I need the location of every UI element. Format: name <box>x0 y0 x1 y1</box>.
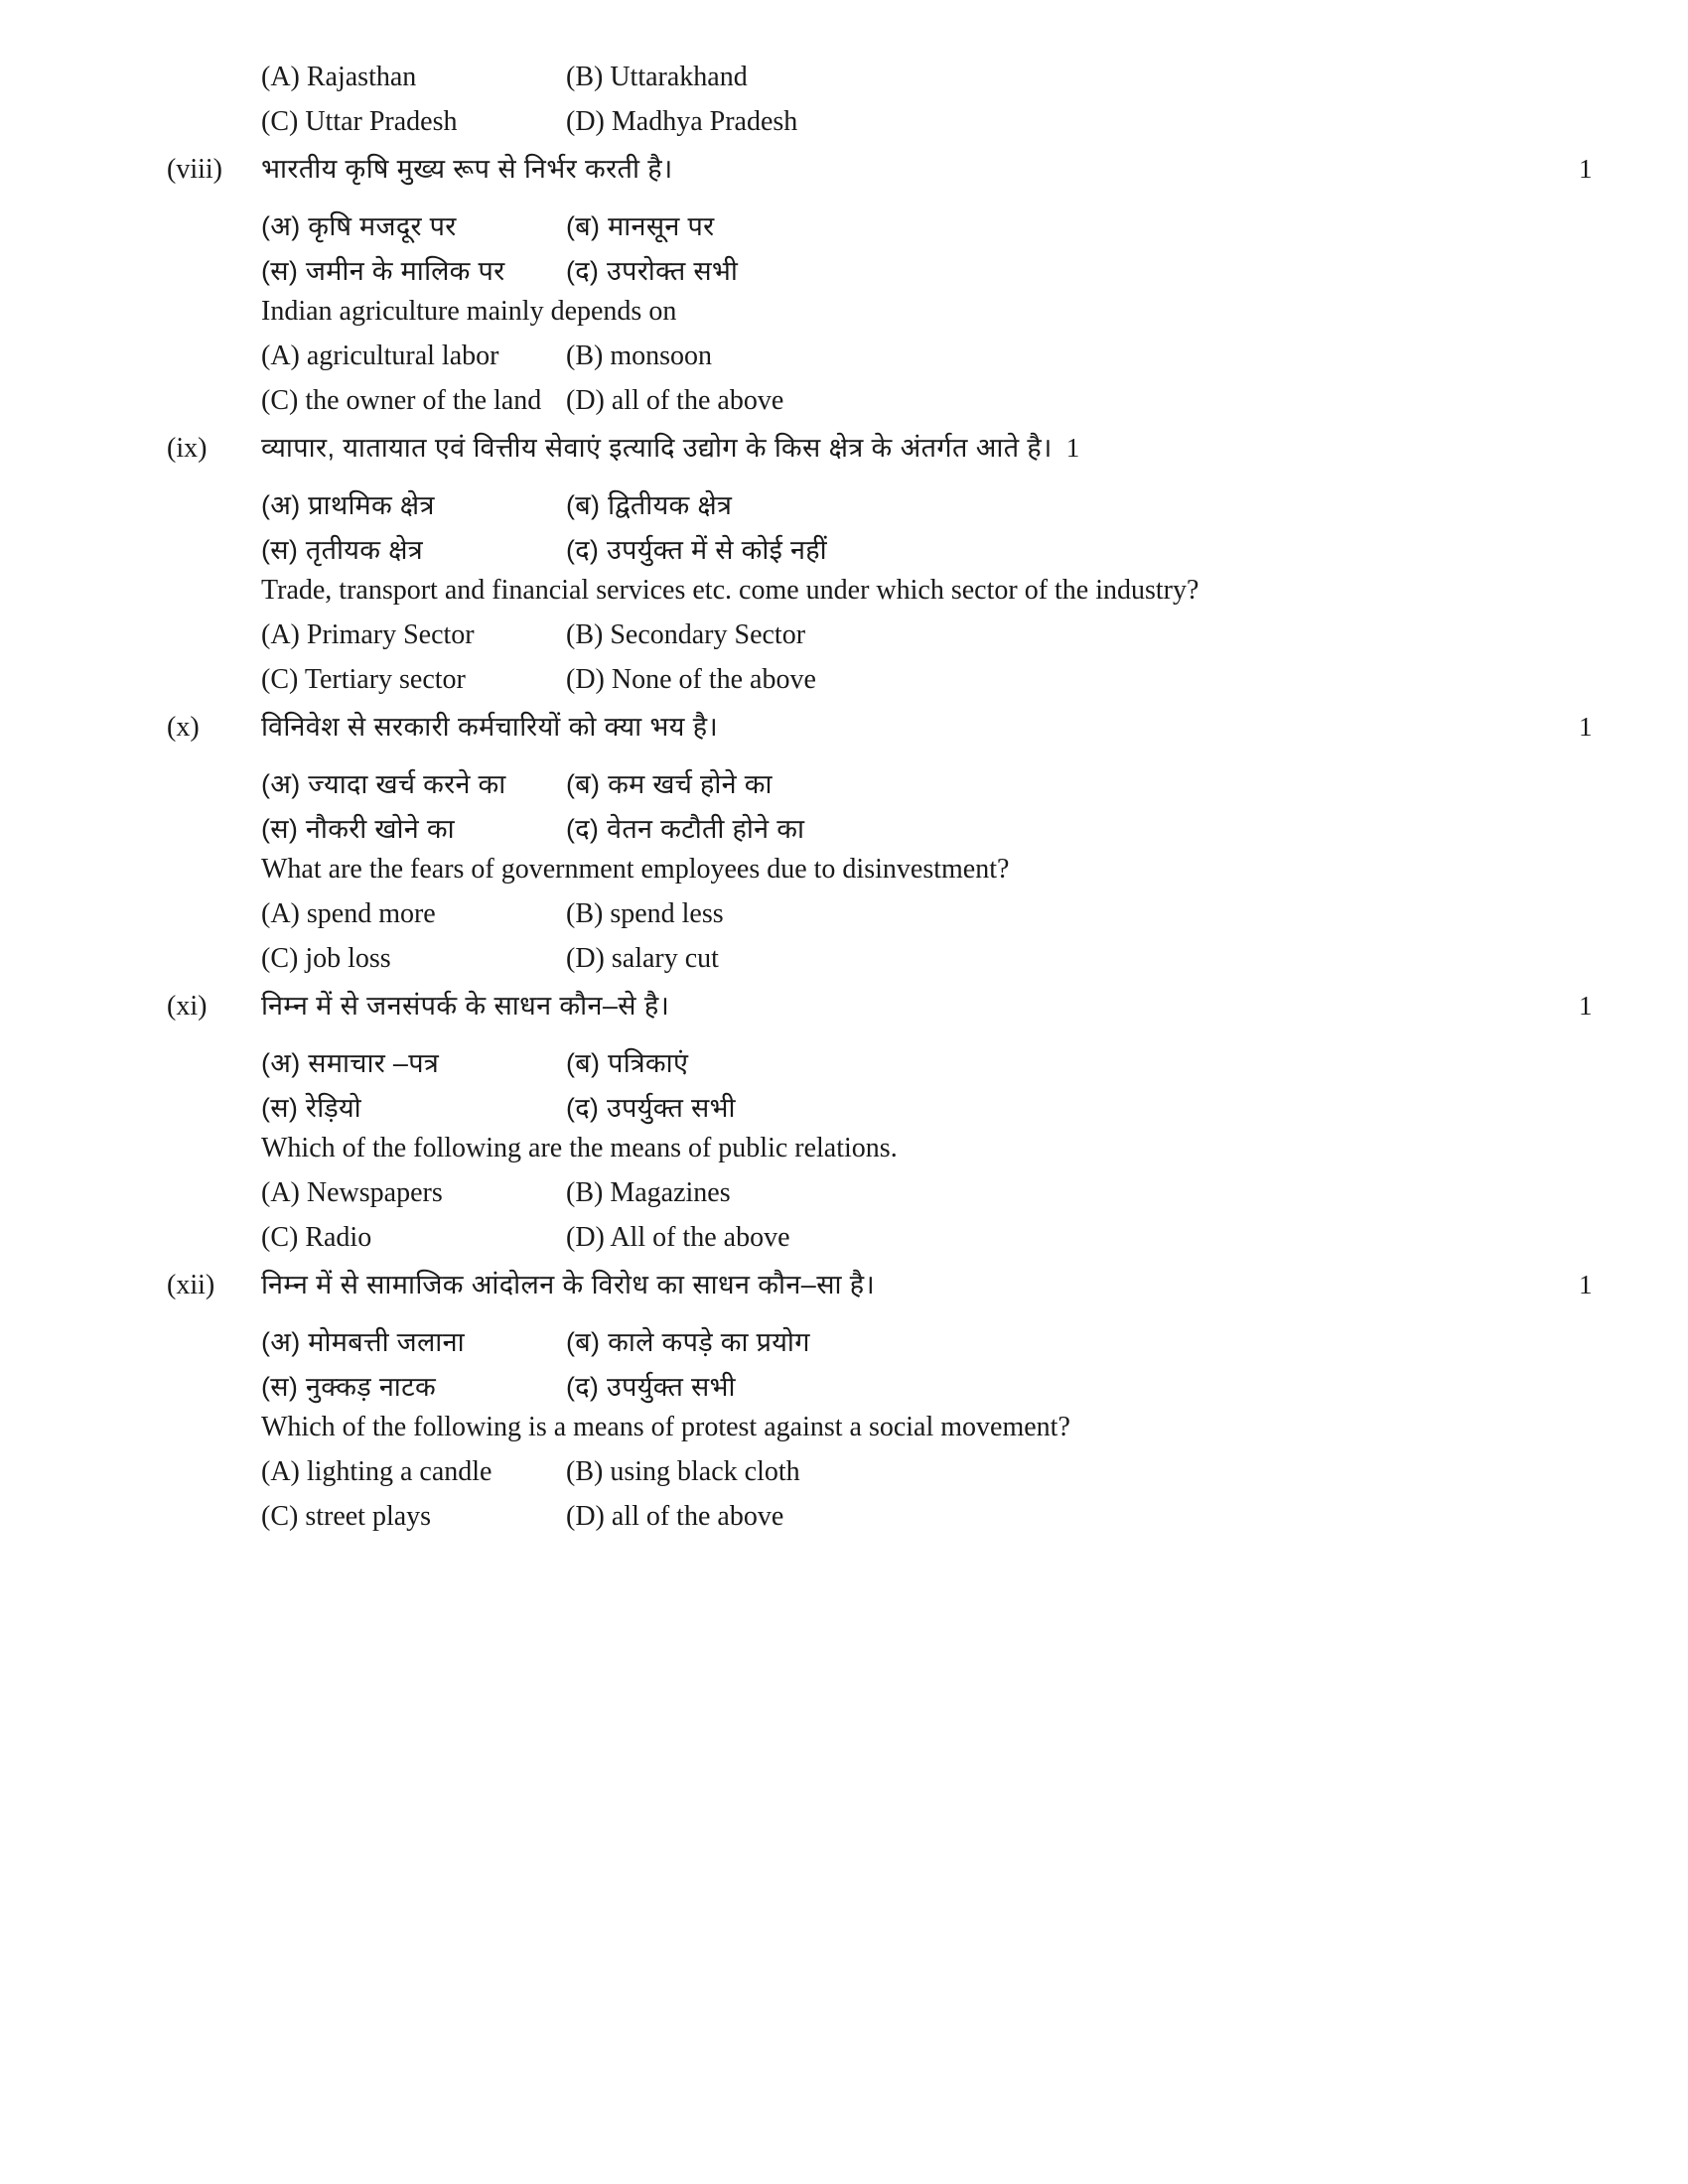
question-number: (x) <box>167 712 200 743</box>
option-english-d: (D) All of the above <box>566 1222 790 1253</box>
question-stem-english: Indian agriculture mainly depends on <box>261 296 677 327</box>
option-english-b: (B) Magazines <box>566 1177 731 1208</box>
option-hindi-c: (स) नुक्कड़ नाटक <box>261 1372 437 1402</box>
option-hindi-d: (द) उपर्युक्त सभी <box>566 1372 736 1402</box>
option-english-c: (C) Tertiary sector <box>261 664 466 695</box>
option-row-english <box>0 341 1688 385</box>
question-stem-english-row <box>0 854 1688 898</box>
option-english-a: (A) agricultural labor <box>261 341 499 371</box>
question-block-x <box>0 709 1688 988</box>
question-block-xii <box>0 1267 1688 1546</box>
question-stem-english-row <box>0 296 1688 341</box>
option-english-c: (C) street plays <box>261 1501 432 1532</box>
option-english-a: (A) Newspapers <box>261 1177 443 1208</box>
option-row-hindi <box>0 485 1688 530</box>
question-stem-english-row <box>0 1133 1688 1177</box>
question-stem-hindi: निम्न में से सामाजिक आंदोलन के विरोध का साधन कौन–सा है। <box>261 1270 876 1299</box>
option-row-english <box>0 1456 1688 1501</box>
option-hindi-d: (द) उपर्युक्त में से कोई नहीं <box>566 535 827 565</box>
option-hindi-a: (अ) प्राथमिक क्षेत्र <box>261 490 435 520</box>
option-row <box>0 106 1688 151</box>
spacer <box>0 478 1688 485</box>
option-english-b: (B) monsoon <box>566 341 712 371</box>
option-english-d: (D) salary cut <box>566 943 719 974</box>
option-hindi-a: (अ) मोमबत्ती जलाना <box>261 1327 465 1357</box>
question-marks: 1 <box>1579 991 1593 1021</box>
question-stem-row <box>0 430 1688 478</box>
option-row-hindi <box>0 1322 1688 1367</box>
question-stem-row <box>0 151 1688 199</box>
question-number: (xi) <box>167 991 208 1022</box>
option-row-english <box>0 898 1688 943</box>
option-row-english <box>0 1501 1688 1546</box>
option-english-a: (A) spend more <box>261 898 436 929</box>
option-row-english <box>0 1177 1688 1222</box>
option-hindi-c: (स) तृतीयक क्षेत्र <box>261 535 423 565</box>
option-hindi-d: (द) उपर्युक्त सभी <box>566 1093 736 1123</box>
question-number: (viii) <box>167 154 222 185</box>
option-row-hindi <box>0 530 1688 575</box>
option-row-english <box>0 619 1688 664</box>
option-hindi-c: (स) नौकरी खोने का <box>261 814 455 844</box>
question-stem-row <box>0 709 1688 756</box>
option-row <box>0 62 1688 106</box>
question-marks: 1 <box>1579 1270 1593 1299</box>
option-hindi-b: (ब) द्वितीयक क्षेत्र <box>566 490 733 520</box>
option-hindi-a: (अ) समाचार –पत्र <box>261 1048 440 1078</box>
question-number: (ix) <box>167 433 208 464</box>
option-row-english <box>0 943 1688 988</box>
option-english-d: (D) None of the above <box>566 664 816 695</box>
question-stem-english: Which of the following are the means of public relations. <box>261 1133 898 1163</box>
option-hindi-a: (अ) कृषि मजदूर पर <box>261 211 457 241</box>
option-row-hindi <box>0 1043 1688 1088</box>
option-english-c: (C) the owner of the land <box>261 385 542 416</box>
option-english-b: (B) spend less <box>566 898 724 929</box>
option-row-english <box>0 1222 1688 1267</box>
question-stem-english-row <box>0 575 1688 619</box>
option-english-b: (B) Secondary Sector <box>566 619 806 650</box>
option-english-a: (A) lighting a candle <box>261 1456 492 1487</box>
question-stem-hindi-text: व्यापार, यातायात एवं वित्तीय सेवाएं इत्यादि उद्योग के किस क्षेत्र के अंतर्गत आते है। <box>261 433 1053 463</box>
option-hindi-b: (ब) काले कपड़े का प्रयोग <box>566 1327 810 1357</box>
option-row-english <box>0 664 1688 709</box>
option-row-hindi <box>0 764 1688 809</box>
option-hindi-b: (ब) पत्रिकाएं <box>566 1048 689 1078</box>
option-hindi-d: (द) वेतन कटौती होने का <box>566 814 805 844</box>
option-hindi-a: (अ) ज्यादा खर्च करने का <box>261 769 506 799</box>
question-stem-row <box>0 1267 1688 1314</box>
question-marks-inline: 1 <box>1065 433 1080 463</box>
question-marks: 1 <box>1579 154 1593 184</box>
option-row-hindi <box>0 251 1688 296</box>
question-stem-hindi <box>261 430 1688 466</box>
option-row-hindi <box>0 1088 1688 1133</box>
question-marks: 1 <box>1579 712 1593 742</box>
option-label-d: (D) Madhya Pradesh <box>566 106 798 137</box>
spacer <box>0 1314 1688 1322</box>
option-row-hindi <box>0 1367 1688 1412</box>
question-block-xi <box>0 988 1688 1267</box>
option-row-hindi <box>0 206 1688 251</box>
option-english-a: (A) Primary Sector <box>261 619 475 650</box>
question-stem-row <box>0 988 1688 1035</box>
question-stem-english-row <box>0 1412 1688 1456</box>
option-hindi-c: (स) रेड़ियो <box>261 1093 361 1123</box>
question-block-viii <box>0 151 1688 430</box>
spacer <box>0 1035 1688 1043</box>
question-stem-english: Trade, transport and financial services etc. come under which sector of the industry? <box>261 575 1199 606</box>
spacer <box>0 199 1688 206</box>
option-hindi-b: (ब) कम खर्च होने का <box>566 769 773 799</box>
option-label-c: (C) Uttar Pradesh <box>261 106 458 137</box>
question-stem-english: Which of the following is a means of protest against a social movement? <box>261 1412 1070 1442</box>
question-stem-hindi: विनिवेश से सरकारी कर्मचारियों को क्या भय है। <box>261 712 719 742</box>
spacer <box>0 756 1688 764</box>
option-english-d: (D) all of the above <box>566 385 784 416</box>
page-top-spacer <box>0 0 1688 62</box>
option-english-d: (D) all of the above <box>566 1501 784 1532</box>
option-hindi-b: (ब) मानसून पर <box>566 211 715 241</box>
option-label-a: (A) Rajasthan <box>261 62 417 92</box>
carryover-options-block <box>0 62 1688 151</box>
question-number: (xii) <box>167 1270 215 1300</box>
option-row-hindi <box>0 809 1688 854</box>
option-label-b: (B) Uttarakhand <box>566 62 748 92</box>
option-row-english <box>0 385 1688 430</box>
question-stem-hindi: भारतीय कृषि मुख्य रूप से निर्भर करती है। <box>261 154 673 184</box>
option-english-c: (C) Radio <box>261 1222 372 1253</box>
option-english-c: (C) job loss <box>261 943 391 974</box>
question-stem-hindi: निम्न में से जनसंपर्क के साधन कौन–से है। <box>261 991 670 1021</box>
option-hindi-d: (द) उपरोक्त सभी <box>566 256 739 286</box>
question-block-ix <box>0 430 1688 709</box>
question-stem-english: What are the fears of government employees due to disinvestment? <box>261 854 1010 885</box>
option-english-b: (B) using black cloth <box>566 1456 800 1487</box>
option-hindi-c: (स) जमीन के मालिक पर <box>261 256 505 286</box>
